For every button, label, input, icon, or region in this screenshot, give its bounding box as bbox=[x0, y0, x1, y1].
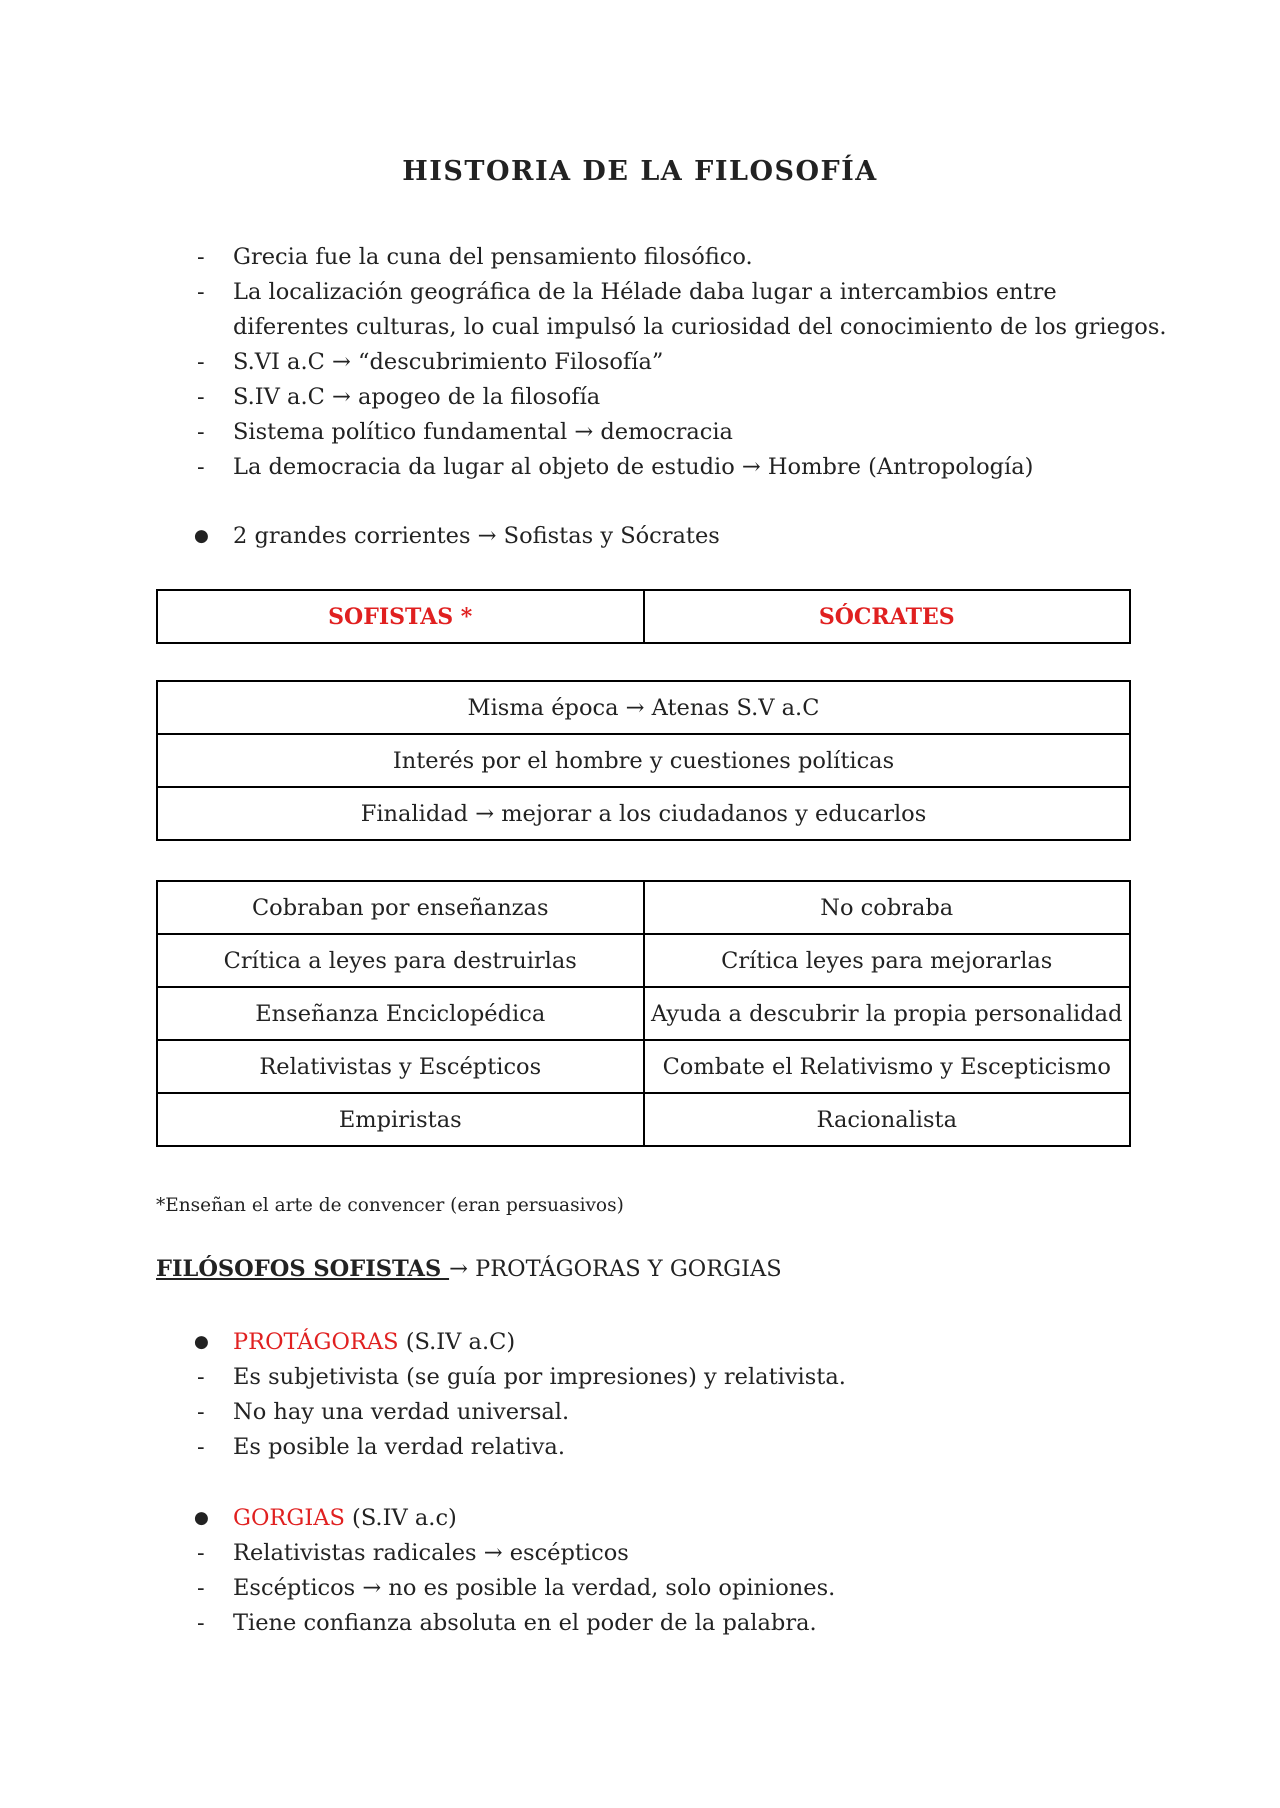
table-row bbox=[157, 987, 1130, 1040]
table-cell: Finalidad → mejorar a los ciudadanos y educarlos bbox=[157, 787, 1130, 840]
list-item: - Es posible la verdad relativa. bbox=[193, 1430, 846, 1465]
comparison-table bbox=[156, 880, 1131, 1147]
list-item-continuation: diferentes culturas, lo cual impulsó la curiosidad del conocimiento de los griegos. bbox=[233, 314, 1167, 340]
table-cell: Crítica a leyes para destruirlas bbox=[157, 934, 644, 987]
main-bullet-list bbox=[193, 519, 720, 554]
list-item: - Escépticos → no es posible la verdad, solo opiniones. bbox=[193, 1571, 835, 1606]
table-row bbox=[157, 1093, 1130, 1146]
list-item: - Sistema político fundamental → democracia bbox=[193, 415, 1167, 450]
table-cell: No cobraba bbox=[644, 881, 1131, 934]
protagoras-name: PROTÁGORAS bbox=[233, 1329, 399, 1355]
page-title: HISTORIA DE LA FILOSOFÍA bbox=[402, 156, 878, 187]
section-heading-underlined: FILÓSOFOS SOFISTAS bbox=[156, 1256, 450, 1282]
table-cell: Combate el Relativismo y Escepticismo bbox=[644, 1040, 1131, 1093]
table-cell: Enseñanza Enciclopédica bbox=[157, 987, 644, 1040]
list-item: - Relativistas radicales → escépticos bbox=[193, 1536, 835, 1571]
table-row bbox=[157, 1040, 1130, 1093]
protagoras-list bbox=[193, 1325, 846, 1465]
table-row bbox=[157, 787, 1130, 840]
list-item: - La localización geográfica de la Hélade daba lugar a intercambios entre bbox=[193, 275, 1167, 310]
header-cell-socrates: SÓCRATES bbox=[644, 590, 1131, 643]
table-cell: Ayuda a descubrir la propia personalidad bbox=[644, 987, 1131, 1040]
bullet-item-gorgias bbox=[193, 1501, 835, 1536]
list-item: - Tiene confianza absoluta en el poder de la palabra. bbox=[193, 1606, 835, 1641]
table-cell: Empiristas bbox=[157, 1093, 644, 1146]
list-item: - La democracia da lugar al objeto de estudio → Hombre (Antropología) bbox=[193, 450, 1167, 485]
list-item: - S.VI a.C → “descubrimiento Filosofía” bbox=[193, 345, 1167, 380]
table-row bbox=[157, 734, 1130, 787]
table-cell: Cobraban por enseñanzas bbox=[157, 881, 644, 934]
intro-list bbox=[193, 240, 1167, 485]
list-item: - No hay una verdad universal. bbox=[193, 1395, 846, 1430]
gorgias-list bbox=[193, 1501, 835, 1641]
table-row bbox=[157, 934, 1130, 987]
list-item: - Es subjetivista (se guía por impresiones) y relativista. bbox=[193, 1360, 846, 1395]
table-cell: Misma época → Atenas S.V a.C bbox=[157, 681, 1130, 734]
section-heading bbox=[156, 1256, 782, 1282]
table-cell: Interés por el hombre y cuestiones políticas bbox=[157, 734, 1130, 787]
table-row bbox=[157, 681, 1130, 734]
gorgias-name: GORGIAS bbox=[233, 1505, 345, 1531]
table-cell: Crítica leyes para mejorarlas bbox=[644, 934, 1131, 987]
bullet-item: ● 2 grandes corrientes → Sofistas y Sócrates bbox=[193, 519, 720, 554]
header-table bbox=[156, 589, 1131, 644]
bullet-item-protagoras bbox=[193, 1325, 846, 1360]
table-cell: Racionalista bbox=[644, 1093, 1131, 1146]
table-row bbox=[157, 881, 1130, 934]
protagoras-date: (S.IV a.C) bbox=[398, 1329, 516, 1355]
footnote: *Enseñan el arte de convencer (eran persuasivos) bbox=[156, 1195, 624, 1216]
table-row bbox=[157, 590, 1130, 643]
common-table bbox=[156, 680, 1131, 841]
table-cell: Relativistas y Escépticos bbox=[157, 1040, 644, 1093]
gorgias-date: (S.IV a.c) bbox=[344, 1505, 457, 1531]
list-item: - Grecia fue la cuna del pensamiento filosófico. bbox=[193, 240, 1167, 275]
section-heading-rest: → PROTÁGORAS Y GORGIAS bbox=[449, 1256, 782, 1282]
header-cell-sofistas: SOFISTAS * bbox=[157, 590, 644, 643]
list-item: - S.IV a.C → apogeo de la filosofía bbox=[193, 380, 1167, 415]
